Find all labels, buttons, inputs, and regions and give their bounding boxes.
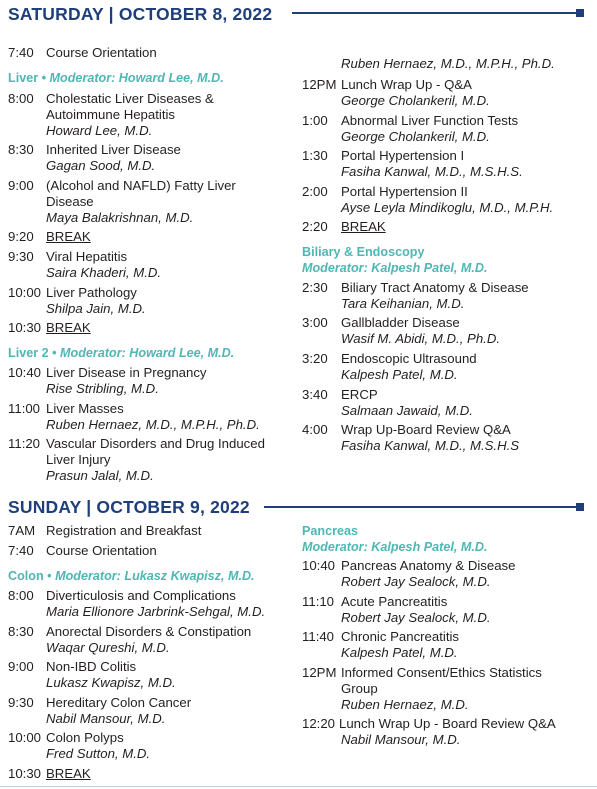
session-time: 11:10 (302, 594, 335, 609)
session-time: 3:00 (302, 315, 328, 330)
session-speaker: Fred Sutton, M.D. (46, 746, 151, 761)
saturday-rule (292, 12, 577, 14)
session-title: Biliary Tract Anatomy & Disease (341, 280, 529, 295)
session-title-line2: Group (341, 681, 378, 696)
session-speaker: Fasiha Kanwal, M.D., M.S.H.S. (341, 164, 523, 179)
session-title: Hereditary Colon Cancer (46, 695, 192, 710)
session-title-line2: Disease (46, 194, 94, 209)
session-speaker: Wasif M. Abidi, M.D., Ph.D. (341, 331, 501, 346)
section-heading (302, 244, 424, 260)
session-speaker: Shilpa Jain, M.D. (46, 301, 146, 316)
session-time: 3:40 (302, 387, 328, 402)
section-moderator: Moderator: Howard Lee, M.D. (49, 71, 224, 85)
session-speaker: Ayse Leyla Mindikoglu, M.D., M.P.H. (341, 200, 554, 215)
session-title: Liver Pathology (46, 285, 137, 300)
session-title: Colon Polyps (46, 730, 124, 745)
session-title: Lunch Wrap Up - Q&A (341, 77, 472, 92)
session-time: 1:00 (302, 113, 328, 128)
break-label: BREAK (46, 229, 91, 244)
sunday-rule (264, 506, 578, 508)
session-time: 9:30 (8, 695, 34, 710)
session-title: Abnormal Liver Function Tests (341, 113, 519, 128)
session-speaker: Waqar Qureshi, M.D. (46, 640, 170, 655)
session-speaker: Nabil Mansour, M.D. (341, 732, 461, 747)
session-time: 10:30 (8, 766, 42, 781)
session-speaker: Salmaan Jawaid, M.D. (341, 403, 473, 418)
session-speaker: Robert Jay Sealock, M.D. (341, 610, 491, 625)
session-title: Course Orientation (46, 45, 157, 60)
break-label: BREAK (46, 320, 91, 335)
session-time: 9:30 (8, 249, 34, 264)
session-title: Course Orientation (46, 543, 157, 558)
saturday-rule-end (576, 9, 584, 17)
session-title: Portal Hypertension II (341, 184, 468, 199)
session-speaker: Kalpesh Patel, M.D. (341, 367, 458, 382)
session-title: Chronic Pancreatitis (341, 629, 460, 644)
session-time: 2:20 (302, 219, 328, 234)
session-time: 7:40 (8, 45, 34, 60)
session-time: 4:00 (302, 422, 328, 437)
session-time: 10:00 (8, 730, 42, 745)
session-title: Portal Hypertension I (341, 148, 465, 163)
session-title: ERCP (341, 387, 378, 402)
session-speaker: Prasun Jalal, M.D. (46, 468, 154, 483)
session-speaker: George Cholankeril, M.D. (341, 129, 490, 144)
section-heading: Colon • Moderator: Lukasz Kwapisz, M.D. (8, 569, 255, 583)
sunday-rule-end (576, 503, 584, 511)
break-label: BREAK (46, 766, 91, 781)
session-time: 12PM (302, 665, 337, 680)
session-time: 12:20 (302, 716, 336, 731)
session-time: 2:00 (302, 184, 328, 199)
section-moderator: Moderator: Lukasz Kwapisz, M.D. (55, 569, 255, 583)
session-speaker: Howard Lee, M.D. (46, 123, 153, 138)
session-title: Cholestatic Liver Diseases & (46, 91, 214, 106)
session-title: Liver Masses (46, 401, 124, 416)
section-moderator: Moderator: Kalpesh Patel, M.D. (302, 261, 488, 275)
page-bottom-divider (0, 786, 597, 787)
session-time: 11:40 (302, 629, 335, 644)
session-speaker: Robert Jay Sealock, M.D. (341, 574, 491, 589)
session-speaker: Nabil Mansour, M.D. (46, 711, 166, 726)
section-name: Colon (8, 569, 44, 583)
session-time: 9:00 (8, 659, 34, 674)
section-moderator: Moderator: Kalpesh Patel, M.D. (302, 540, 488, 554)
session-speaker: Kalpesh Patel, M.D. (341, 645, 458, 660)
section-name: Biliary & Endoscopy (302, 245, 425, 259)
session-time: 10:40 (302, 558, 336, 573)
session-time: 10:40 (8, 365, 42, 380)
session-time: 10:30 (8, 320, 42, 335)
session-speaker: Ruben Hernaez, M.D., M.P.H., Ph.D. (341, 56, 555, 71)
section-heading: Liver 2 • Moderator: Howard Lee, M.D. (8, 346, 235, 360)
session-speaker: Ruben Hernaez, M.D., M.P.H., Ph.D. (46, 417, 260, 432)
session-title: Gallbladder Disease (341, 315, 460, 330)
session-time: 2:30 (302, 280, 328, 295)
section-name: Liver 2 (8, 346, 49, 360)
session-title: Non-IBD Colitis (46, 659, 137, 674)
session-title: Pancreas Anatomy & Disease (341, 558, 516, 573)
saturday-title: SATURDAY | OCTOBER 8, 2022 (8, 4, 273, 24)
session-time: 8:30 (8, 624, 34, 639)
session-time: 11:20 (8, 436, 41, 451)
session-title: Wrap Up-Board Review Q&A (341, 422, 511, 437)
session-speaker: Maya Balakrishnan, M.D. (46, 210, 194, 225)
session-title: Vascular Disorders and Drug Induced (46, 436, 265, 451)
session-time: 8:00 (8, 588, 34, 603)
session-speaker: Rise Stribling, M.D. (46, 381, 159, 396)
session-title: Liver Disease in Pregnancy (46, 365, 207, 380)
session-speaker: Lukasz Kwapisz, M.D. (46, 675, 176, 690)
session-speaker: Fasiha Kanwal, M.D., M.S.H.S (341, 438, 520, 453)
section-name: Liver (8, 71, 39, 85)
session-speaker: George Cholankeril, M.D. (341, 93, 490, 108)
session-title: Registration and Breakfast (46, 523, 202, 538)
session-time: 8:30 (8, 142, 34, 157)
session-time: 9:00 (8, 178, 34, 193)
session-speaker: Tara Keihanian, M.D. (341, 296, 465, 311)
session-time: 12PM (302, 77, 337, 92)
session-time: 3:20 (302, 351, 328, 366)
session-title: (Alcohol and NAFLD) Fatty Liver (46, 178, 236, 193)
section-heading: Liver • Moderator: Howard Lee, M.D. (8, 71, 224, 85)
section-moderator-line (302, 539, 487, 555)
session-speaker: Gagan Sood, M.D. (46, 158, 156, 173)
session-title: Endoscopic Ultrasound (341, 351, 477, 366)
session-time: 7:40 (8, 543, 34, 558)
session-time: 7AM (8, 523, 36, 538)
session-speaker: Ruben Hernaez, M.D. (341, 697, 469, 712)
session-title: Inherited Liver Disease (46, 142, 181, 157)
section-moderator: Moderator: Howard Lee, M.D. (60, 346, 235, 360)
session-title: Viral Hepatitis (46, 249, 128, 264)
session-time: 9:20 (8, 229, 34, 244)
session-title: Acute Pancreatitis (341, 594, 448, 609)
session-time: 8:00 (8, 91, 34, 106)
section-moderator-line (302, 260, 487, 276)
session-title: Anorectal Disorders & Constipation (46, 624, 252, 639)
section-name: Pancreas (302, 524, 359, 538)
session-speaker: Saira Khaderi, M.D. (46, 265, 162, 280)
break-label: BREAK (341, 219, 386, 234)
session-title-line2: Liver Injury (46, 452, 111, 467)
session-title: Informed Consent/Ethics Statistics (341, 665, 542, 680)
session-time: 1:30 (302, 148, 328, 163)
sunday-title: SUNDAY | OCTOBER 9, 2022 (8, 497, 250, 517)
session-title: Diverticulosis and Complications (46, 588, 236, 603)
session-speaker: Maria Ellionore Jarbrink-Sehgal, M.D. (46, 604, 266, 619)
session-title-line2: Autoimmune Hepatitis (46, 107, 176, 122)
session-time: 11:00 (8, 401, 41, 416)
session-title: Lunch Wrap Up - Board Review Q&A (339, 716, 556, 731)
section-heading (302, 523, 358, 539)
session-time: 10:00 (8, 285, 42, 300)
